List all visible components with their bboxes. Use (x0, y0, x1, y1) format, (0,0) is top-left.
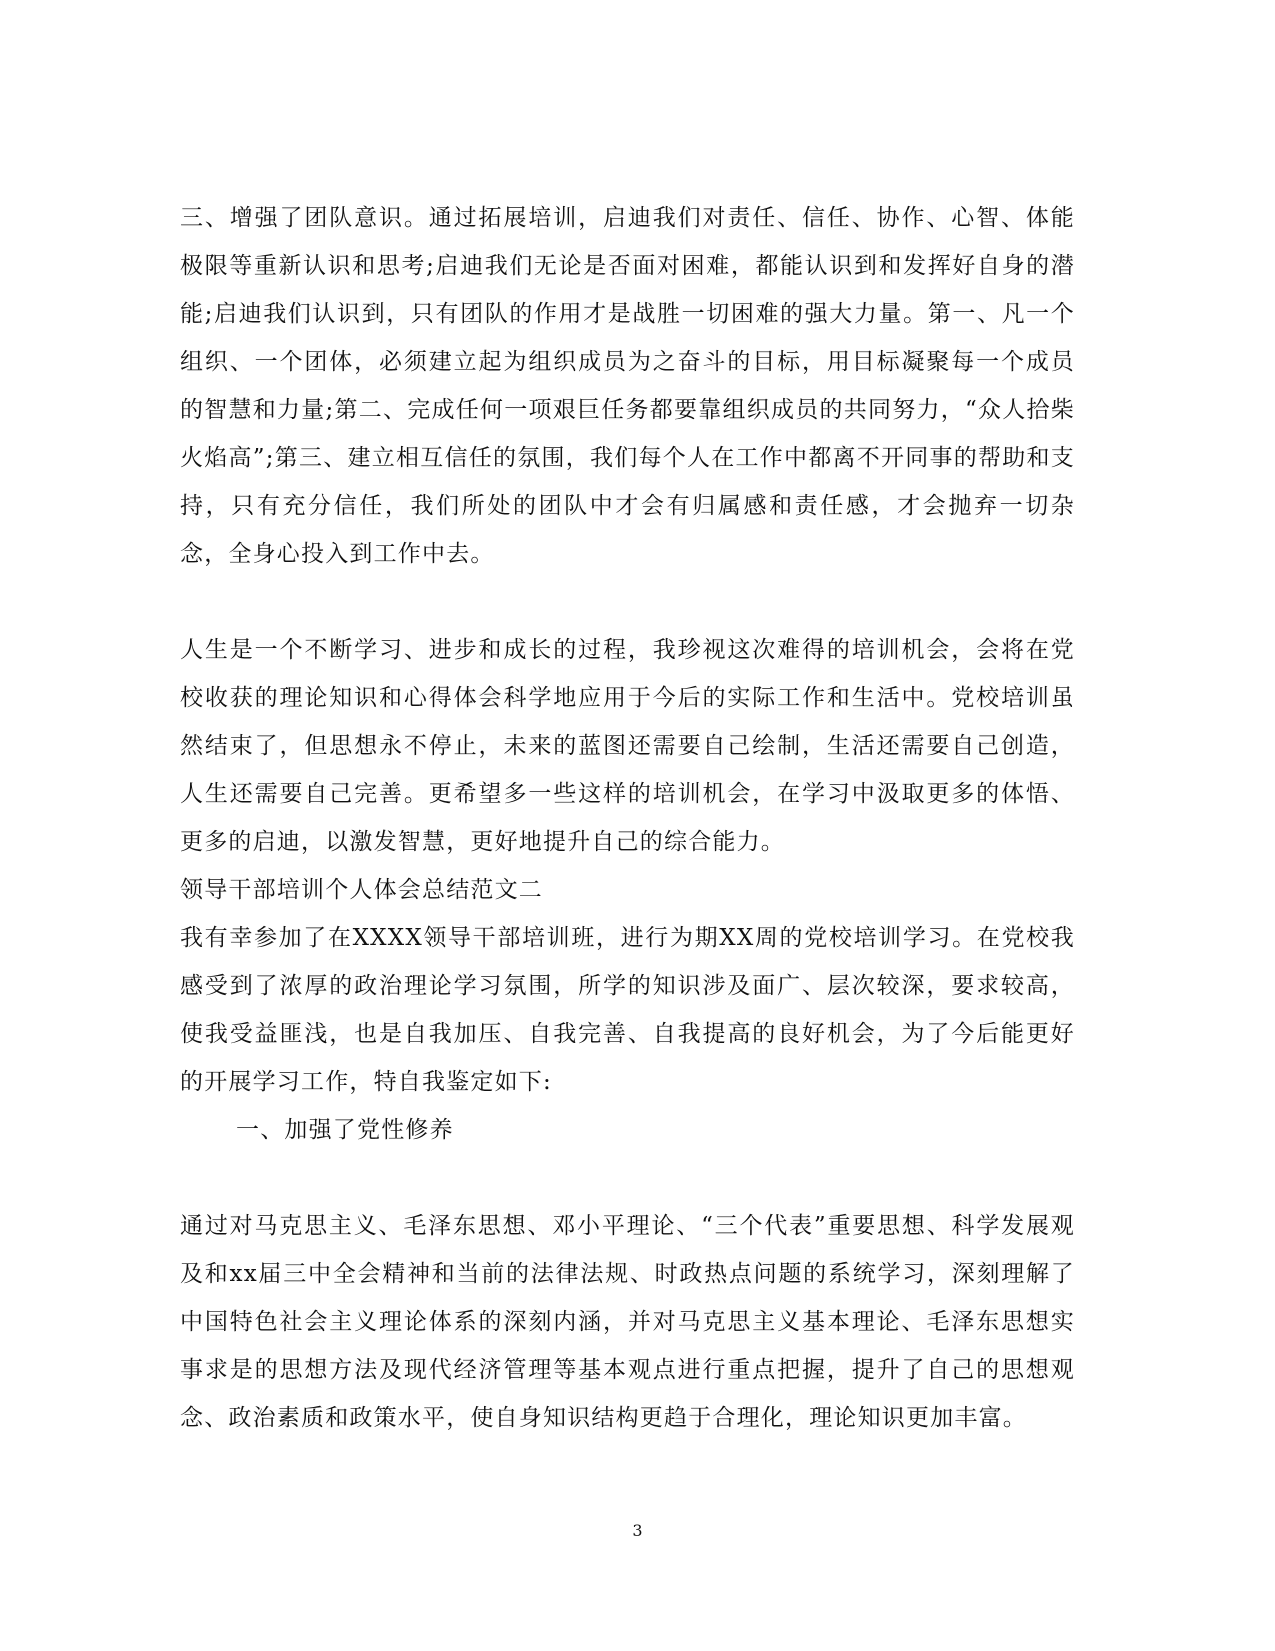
paragraph-intro: 我有幸参加了在XXXX领导干部培训班，进行为期XX周的党校培训学习。在党校我感受到了浓厚的政治理论学习氛围，所学的知识涉及面广、层次较深，要求较高，使我受益匪浅，也是自我加压、自我完善、自我提高的良好机会，为了今后能更好的开展学习工作，特自我鉴定如下: (180, 925, 1075, 1095)
paragraph-spacer (180, 578, 1075, 626)
subheading-party-cultivation: 一、加强了党性修养 (236, 1117, 454, 1143)
page-number: 3 (632, 1521, 643, 1540)
document-body (180, 194, 1075, 1442)
paragraph-life-learning: 人生是一个不断学习、进步和成长的过程，我珍视这次难得的培训机会，会将在党校收获的理论知识和心得体会科学地应用于今后的实际工作和生活中。党校培训虽然结束了，但思想永不停止，未来的蓝图还需要自己绘制，生活还需要自己创造，人生还需要自己完善。更希望多一些这样的培训机会，在学习中汲取更多的体悟、更多的启迪，以激发智慧，更好地提升自己的综合能力。 (180, 637, 1075, 855)
paragraph-theory-study: 通过对马克思主义、毛泽东思想、邓小平理论、“三个代表”重要思想、科学发展观及和xx届三中全会精神和当前的法律法规、时政热点问题的系统学习，深刻理解了中国特色社会主义理论体系的深刻内涵，并对马克思主义基本理论、毛泽东思想实事求是的思想方法及现代经济管理等基本观点进行重点把握，提升了自己的思想观念、政治素质和政策水平，使自身知识结构更趋于合理化，理论知识更加丰富。 (180, 1213, 1075, 1431)
paragraph-spacer (180, 1154, 1075, 1202)
paragraph-team-awareness: 三、增强了团队意识。通过拓展培训，启迪我们对责任、信任、协作、心智、体能极限等重新认识和思考;启迪我们无论是否面对困难，都能认识到和发挥好自身的潜能;启迪我们认识到，只有团队的作用才是战胜一切困难的强大力量。第一、凡一个组织、一个团体，必须建立起为组织成员为之奋斗的目标，用目标凝聚每一个成员的智慧和力量;第二、完成任何一项艰巨任务都要靠组织成员的共同努力，“众人拾柴火焰高”;第三、建立相互信任的氛围，我们每个人在工作中都离不开同事的帮助和支持，只有充分信任，我们所处的团队中才会有归属感和责任感，才会抛弃一切杂念，全身心投入到工作中去。 (180, 205, 1075, 567)
section-title: 领导干部培训个人体会总结范文二 (180, 877, 543, 903)
